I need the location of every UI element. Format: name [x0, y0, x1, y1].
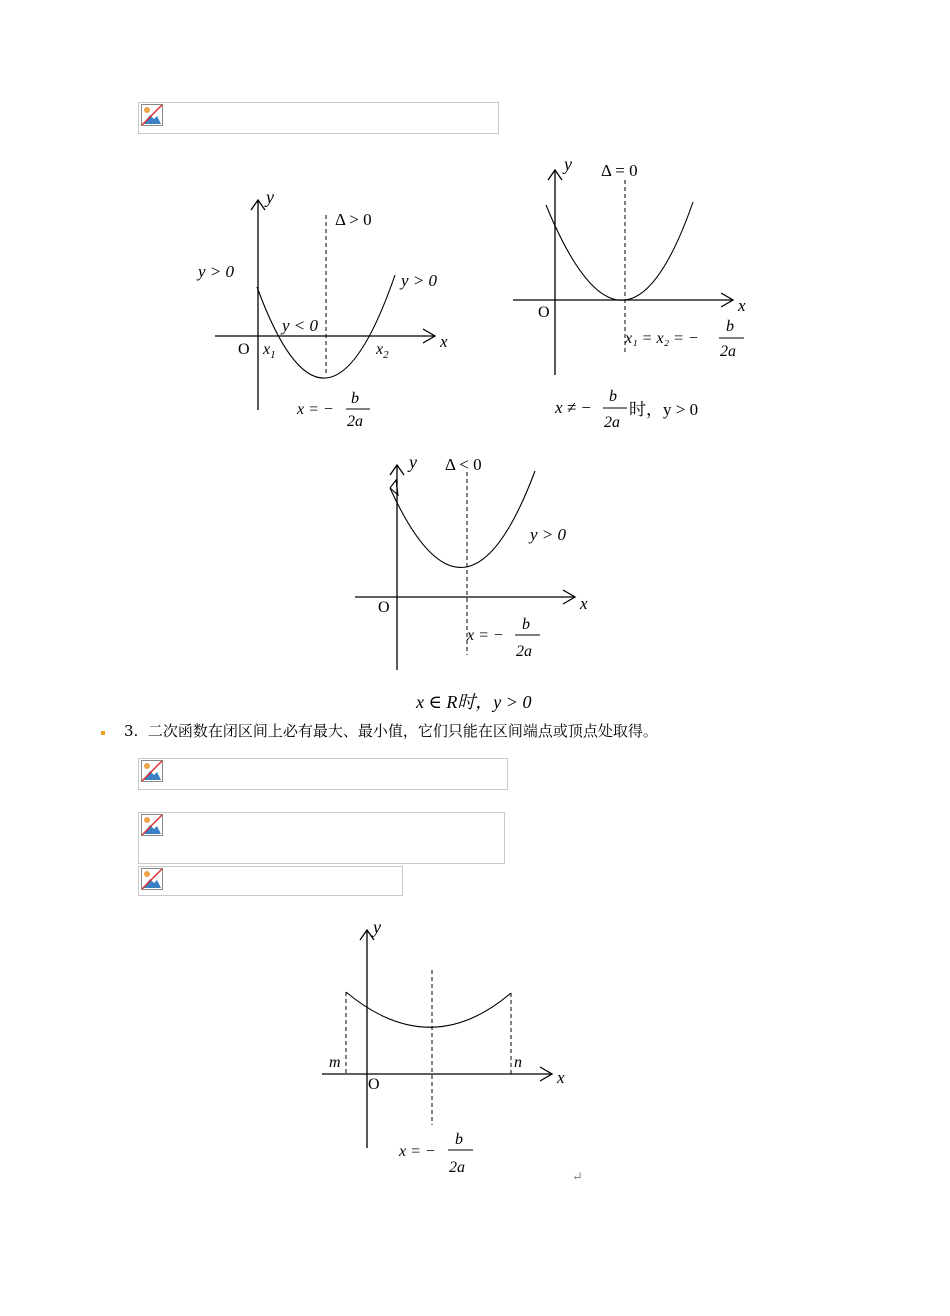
broken-image-icon — [141, 814, 163, 836]
origin-label: O — [378, 599, 390, 616]
fraction-numerator: b — [726, 318, 734, 335]
axis-label-y: y — [266, 187, 274, 207]
paragraph-text: 二次函数在闭区间上必有最大、最小值，它们只能在区间端点或顶点处取得。 — [147, 722, 658, 740]
fraction-denominator: 2a — [347, 413, 363, 430]
fraction-numerator: b — [455, 1131, 463, 1148]
list-bullet — [101, 731, 105, 735]
figure3-caption: x ∈ R时，y > 0 — [416, 692, 532, 712]
symmetry-axis-equation: x = − — [399, 1143, 436, 1160]
fraction-denominator: 2a — [720, 343, 736, 360]
fraction-numerator: b — [522, 616, 530, 633]
root-x1-label: $x_1$ — [263, 341, 276, 361]
y-positive-right-label: y > 0 — [401, 271, 438, 290]
parabola-curve — [546, 202, 693, 300]
broken-image-icon — [141, 760, 163, 782]
broken-image-placeholder — [138, 102, 499, 134]
paragraph-return-mark: ↵ — [572, 1169, 583, 1184]
origin-label: O — [538, 304, 550, 321]
axis-label-x: x — [580, 594, 588, 613]
origin-label: O — [238, 341, 250, 358]
paragraph-number: 3. — [124, 722, 139, 740]
condition-numerator: b — [609, 388, 617, 405]
axis-label-y: y — [409, 452, 417, 472]
broken-image-placeholder — [138, 812, 505, 864]
delta-label: Δ < 0 — [445, 455, 482, 474]
fraction-denominator: 2a — [449, 1159, 465, 1176]
left-endpoint-label: m — [329, 1054, 341, 1071]
delta-label: Δ = 0 — [601, 161, 638, 180]
axis-label-y: y — [373, 917, 381, 937]
parabola-graph-delta-negative — [350, 450, 610, 675]
fraction-numerator: b — [351, 390, 359, 407]
axis-label-y: y — [564, 154, 572, 174]
condition-lhs: x ≠ − — [555, 398, 592, 417]
axis-label-x: x — [557, 1068, 565, 1087]
condition-denominator: 2a — [604, 414, 620, 431]
parabola-graph-delta-zero — [505, 150, 765, 440]
broken-image-placeholder — [138, 866, 403, 896]
parabola-graph-closed-interval — [315, 915, 585, 1180]
y-positive-label: y > 0 — [530, 525, 567, 544]
broken-image-icon — [141, 104, 163, 126]
delta-label: Δ > 0 — [335, 210, 372, 229]
parabola-curve — [346, 992, 511, 1027]
condition-rhs: 时，y > 0 — [629, 400, 699, 419]
symmetry-axis-equation: x = − — [297, 401, 334, 418]
right-endpoint-label: n — [514, 1054, 522, 1071]
parabola-curve — [390, 471, 535, 567]
root-x2-label: $x_2$ — [376, 341, 389, 361]
broken-image-placeholder — [138, 758, 508, 790]
axis-label-x: x — [738, 296, 746, 315]
paragraph-3 — [124, 720, 658, 741]
broken-image-icon — [141, 868, 163, 890]
y-negative-label: y < 0 — [282, 316, 319, 335]
axis-label-x: x — [440, 332, 448, 351]
origin-label: O — [368, 1076, 380, 1093]
fraction-denominator: 2a — [516, 643, 532, 660]
symmetry-axis-equation: x = − — [467, 627, 504, 644]
y-positive-left-label: y > 0 — [198, 262, 235, 281]
parabola-graph-delta-positive — [190, 185, 470, 435]
double-root-equation: x₁ = x₂ = − — [625, 330, 699, 347]
